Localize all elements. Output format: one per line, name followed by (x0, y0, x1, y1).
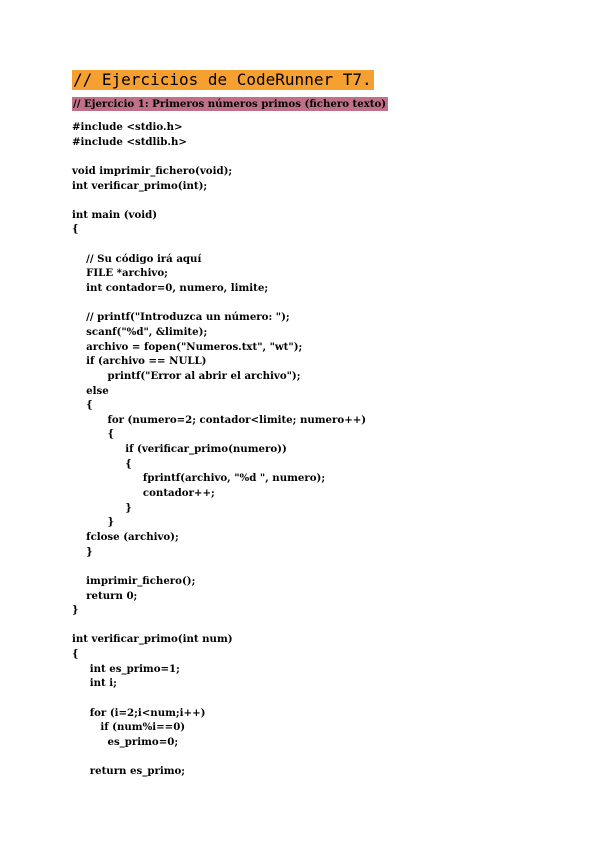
code-line (72, 296, 366, 311)
code-line (72, 237, 366, 252)
code-line: // Su código irá aquí (72, 252, 202, 265)
code-line: #include <stdlib.h> (72, 135, 187, 148)
code-line: int main (void) (72, 208, 158, 221)
code-line: void imprimir_fichero(void); (72, 164, 233, 177)
code-listing (72, 120, 366, 779)
code-line: imprimir_fichero(); (72, 574, 196, 587)
code-line: fprintf(archivo, "%d ", numero); (72, 472, 326, 485)
code-line: return es_primo; (72, 765, 186, 778)
code-line (72, 559, 366, 574)
title-block (72, 70, 374, 90)
exercise-heading: // Ejercicio 1: Primeros números primos (fichero texto) (73, 98, 387, 110)
code-line: if (num%i==0) (72, 721, 186, 734)
subtitle-block (72, 92, 388, 111)
code-line: { (72, 428, 115, 441)
code-line: } (72, 516, 115, 529)
code-line: int i; (72, 677, 117, 690)
code-line: contador++; (72, 487, 215, 500)
code-line: { (72, 457, 132, 470)
code-line: } (72, 501, 132, 514)
code-line: if (verificar_primo(numero)) (72, 443, 287, 456)
code-line: #include <stdio.h> (72, 121, 183, 133)
code-line: int verificar_primo(int num) (72, 633, 233, 646)
code-line: es_primo=0; (72, 735, 179, 748)
code-line: int es_primo=1; (72, 662, 180, 675)
code-line: archivo = fopen("Numeros.txt", "wt"); (72, 340, 303, 353)
code-line: int verificar_primo(int); (72, 179, 208, 192)
code-line: { (72, 223, 79, 236)
document-title: // Ejercicios de CodeRunner T7. (73, 70, 372, 89)
code-line: if (archivo == NULL) (72, 355, 207, 368)
code-line: } (72, 545, 93, 558)
code-line (72, 193, 366, 208)
code-line: { (72, 648, 79, 661)
code-line: FILE *archivo; (72, 267, 168, 280)
code-line (72, 149, 366, 164)
code-line: printf("Error al abrir el archivo"); (72, 369, 301, 382)
code-line: for (numero=2; contador<limite; numero++) (72, 413, 367, 426)
code-line: scanf("%d", &limite); (72, 325, 208, 338)
code-line: return 0; (72, 589, 138, 602)
code-line: fclose (archivo); (72, 530, 179, 543)
code-line: int contador=0, numero, limite; (72, 282, 269, 295)
code-line (72, 618, 366, 633)
code-line (72, 750, 366, 765)
code-line: { (72, 399, 93, 412)
code-line: } (72, 604, 79, 617)
code-line: else (72, 384, 109, 397)
code-line: // printf("Introduzca un número: "); (72, 311, 290, 324)
code-line (72, 691, 366, 706)
code-line: for (i=2;i<num;i++) (72, 706, 206, 719)
